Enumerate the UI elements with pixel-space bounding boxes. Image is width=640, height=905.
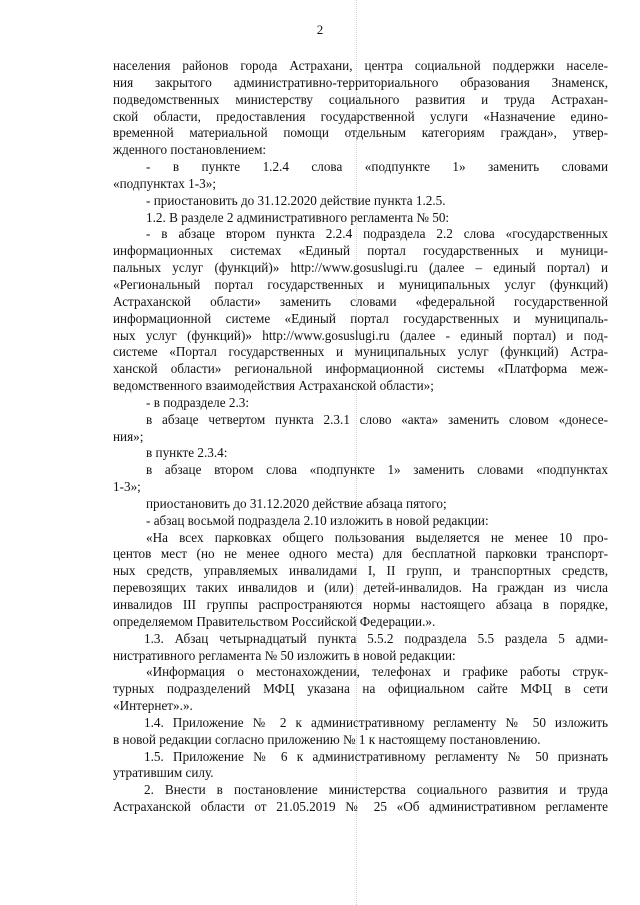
text-line: временной материальной помощи отдельным категориям граждан», утвер- xyxy=(113,125,608,141)
document-body xyxy=(113,58,608,816)
text-line: - абзац восьмой подраздела 2.10 изложить в новой редакции: xyxy=(146,512,489,528)
text-line: ных средств, управляемых инвалидами I, II групп, и транспортных средств, xyxy=(113,563,608,579)
text-line: в пункте 2.3.4: xyxy=(146,445,228,461)
text-line: утратившим силу. xyxy=(113,765,214,781)
text-line: 1-3»; xyxy=(113,479,141,495)
text-line: - в пункте 1.2.4 слова «подпункте 1» заменить словами xyxy=(146,159,608,175)
text-line: - в подразделе 2.3: xyxy=(146,394,250,410)
text-line: системе «Портал государственных и муниципальных услуг (функций) Астра- xyxy=(113,344,608,360)
text-line: в абзаце втором слова «подпункте 1» заменить словами «подпунктах xyxy=(146,462,608,478)
text-line: Астраханской области» заменить словами «федеральной государственной xyxy=(113,293,608,309)
text-line: пальных услуг (функций)» http://www.gosuslugi.ru (далее – единый портал) и xyxy=(113,260,608,276)
text-line: жденного постановлением: xyxy=(113,142,267,158)
text-line: подведомственных министерству социального развития и труда Астрахан- xyxy=(113,91,608,107)
text-line: определяемом Правительством Российской Федерации.». xyxy=(113,613,436,629)
text-line: нистративного регламента № 50 изложить в новой редакции: xyxy=(113,647,456,663)
text-line: «Интернет».». xyxy=(113,698,193,714)
text-line: Астраханской области от 21.05.2019 № 25 «Об административном регламенте xyxy=(113,799,608,815)
text-line: 1.5. Приложение № 6 к административному регламенту № 50 признать xyxy=(144,748,608,764)
text-line: инвалидов III группы распространяются нормы настоящего абзаца в порядке, xyxy=(113,597,608,612)
text-line: 2. Внести в постановление министерства социального развития и труда xyxy=(144,782,608,798)
text-line: «Информация о местонахождении, телефонах и графике работы струк- xyxy=(146,664,608,680)
text-line: ской области, предоставления государственной услуги «Назначение едино- xyxy=(113,108,608,124)
text-line: ных услуг (функций)» http://www.gosuslugi.ru (далее - единый портал) и под- xyxy=(113,327,608,343)
text-line: - в абзаце втором пункта 2.2.4 подраздела 2.2 слова «государственных xyxy=(146,226,608,242)
text-line: информационной системе «Единый портал государственных и муниципаль- xyxy=(113,310,608,326)
text-line: ния»; xyxy=(113,428,144,444)
page-number: 2 xyxy=(316,22,324,37)
text-line: ведомственного взаимодействия Астраханской области»; xyxy=(113,378,434,394)
text-line: - приостановить до 31.12.2020 действие пункта 1.2.5. xyxy=(146,192,446,208)
text-line: 1.3. Абзац четырнадцатый пункта 5.5.2 подраздела 5.5 раздела 5 адми- xyxy=(144,630,608,646)
text-line: перевозящих таких инвалидов и (или) детей-инвалидов. На граждан из числа xyxy=(113,580,608,596)
text-line: «На всех парковках общего пользования выделяется не менее 10 про- xyxy=(146,529,608,545)
text-line: в абзаце четвертом пункта 2.3.1 слово «акта» заменить словом «донесе- xyxy=(146,411,608,427)
text-line: в новой редакции согласно приложению № 1 к настоящему постановлению. xyxy=(113,731,541,747)
text-line: населения районов города Астрахани, центра социальной поддержки населе- xyxy=(113,58,608,73)
text-line: 1.4. Приложение № 2 к административному регламенту № 50 изложить xyxy=(144,714,608,730)
text-line: информационных системах «Единый портал государственных и муници- xyxy=(113,243,608,259)
text-line: 1.2. В разделе 2 административного регламента № 50: xyxy=(146,209,450,225)
text-line: «подпунктах 1-3»; xyxy=(113,175,217,191)
text-line: ханской области» региональной информационной системы «Платформа меж- xyxy=(113,361,608,377)
text-line: турных подразделений МФЦ указана на официальном сайте МФЦ в сети xyxy=(113,681,608,697)
text-line: ния закрытого административно-территориального образования Знаменск, xyxy=(113,74,608,90)
text-line: «Региональный портал государственных и муниципальных услуг (функций) xyxy=(113,276,608,292)
text-line: приостановить до 31.12.2020 действие абзаца пятого; xyxy=(146,495,447,511)
text-line: центов мест (но не менее одного места) для бесплатной парковки транспорт- xyxy=(113,546,608,562)
